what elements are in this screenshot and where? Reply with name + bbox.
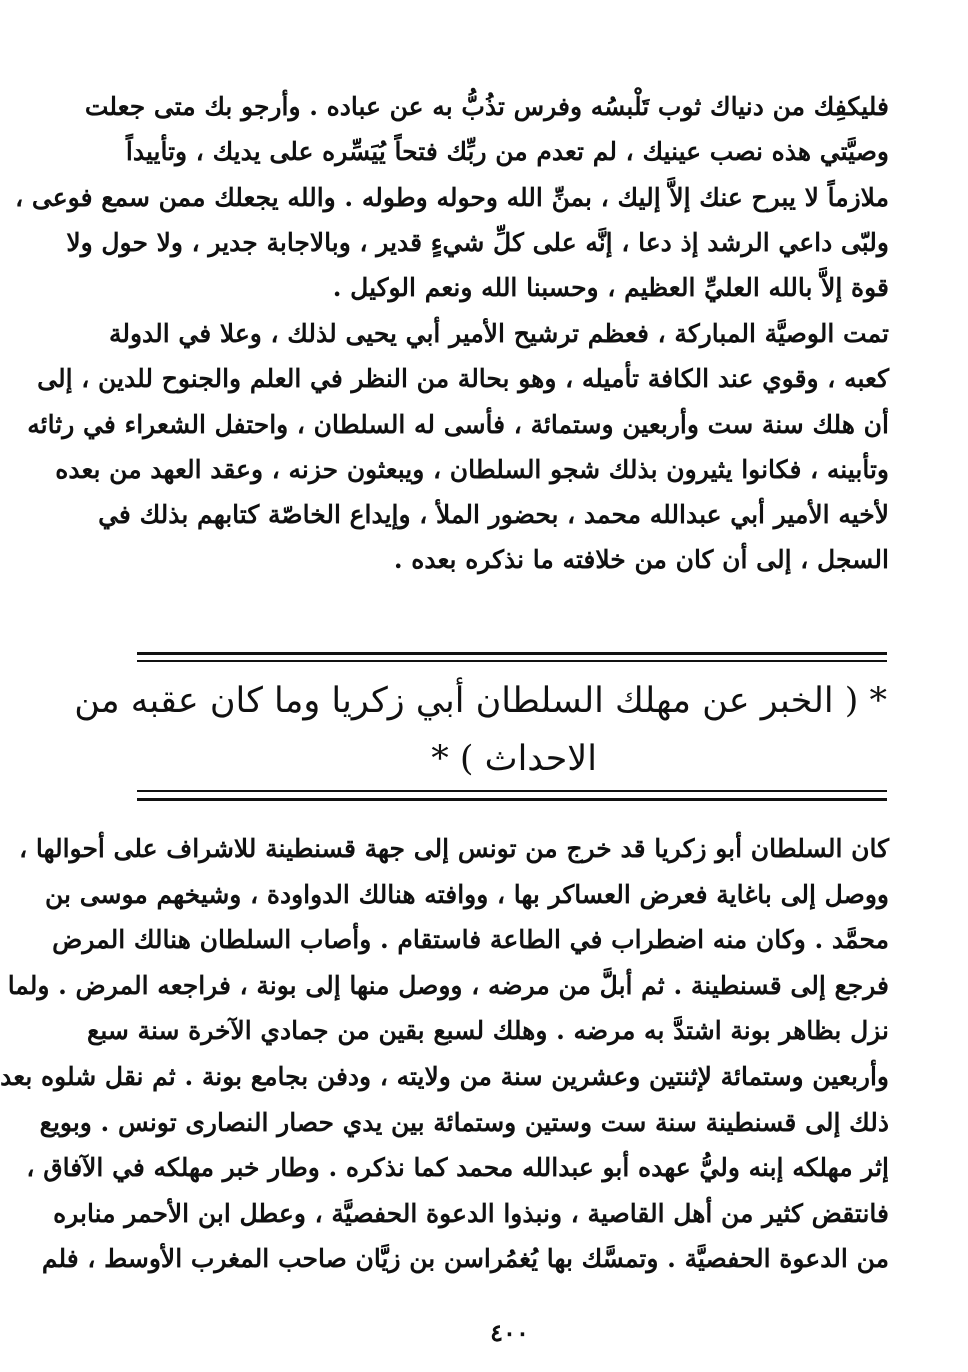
text-line: أن هلك سنة ست وأربعين وستمائة ، فأسى له السلطان ، واحتفل الشعراء في رثائه: [27, 409, 889, 439]
heading-rule-bottom-inner: [137, 790, 887, 792]
text-line: وصيَّتي هذه نصب عينيك ، لم تعدم من ربِّك فتحاً يُيَسِّره على يديك ، وتأييداً: [125, 137, 889, 167]
section-heading: [74, 672, 887, 788]
text-line: لأخيه الأمير أبي عبدالله محمد ، بحضور الملأ ، وإيداع الخاصّة كتابهم بذلك في: [98, 500, 889, 530]
text-line: محمَّد . وكان منه اضطراب في الطاعة فاستقام . وأصاب السلطان هنالك المرض: [52, 925, 889, 955]
text-line: ذلك إلى قسنطينة سنة ست وستين وستمائة بين يدي حصار النصارى تونس . وبويع: [39, 1107, 889, 1137]
text-line: وأربعين وستمائة لإثنتين وعشرين سنة من ولايته ، ودفن بجامع بونة . ثم نقل شلوه بعد: [0, 1061, 889, 1091]
text-line: فرجع إلى قسنطينة . ثم أبلَّ من مرضه ، ووصل منها إلى بونة ، فراجعه المرض . ولما: [7, 970, 889, 1000]
text-line: ولبّى داعي الرشد إذ دعا ، إنَّه على كلِّ شيءٍ قدير ، وبالاجابة جدير ، ولا حول ولا: [66, 227, 889, 257]
text-line: من الدعوة الحفصيَّة . وتمسَّك بها يُغمُراسن بن زيَّان صاحب المغرب الأوسط ، فلم: [41, 1244, 889, 1274]
text-line: كان السلطان أبو زكريا قد خرج من تونس إلى جهة قسنطينة للاشراف على أحوالها ،: [19, 834, 889, 863]
paragraph-succession: [27, 311, 889, 583]
text-line: وتأبينه ، فكانوا يثيرون بذلك شجو السلطان ، ويبعثون حزنه ، وعقد العهد من بعده: [55, 454, 889, 484]
text-line: ملازماً لا يبرح عنك إلاَّ إليك ، بمنِّ الله وحوله وطوله . والله يجعلك ممن سمع فوعى ،: [15, 182, 889, 212]
page-number: ٤٠٠: [490, 1318, 529, 1347]
section-heading-line: الاحداث ) *: [431, 739, 597, 779]
paragraph-testament-end: [15, 84, 889, 310]
text-line: كعبه ، وقوي عند الكافة تأميله ، وهو بحالة من النظر في العلم والجنوح للدين ، إلى: [37, 364, 889, 394]
text-line: قوة إلاَّ بالله العليِّ العظيم ، وحسبنا الله ونعم الوكيل .: [332, 273, 889, 303]
text-line: نزل بظاهر بونة اشتدَّ به مرضه . وهلك لسبع بقين من جمادي الآخرة سنة سبع: [87, 1016, 889, 1046]
text-line: السجل ، إلى أن كان من خلافته ما نذكره بعده .: [393, 545, 889, 575]
heading-rule-top-inner: [137, 660, 887, 662]
text-line: إثر مهلكه إبنه وليُّ عهده أبو عبدالله محمد كما نذكره . وطار خبر مهلكه في الآفاق ،: [26, 1153, 889, 1183]
section-heading-line: * ( الخبر عن مهلك السلطان أبي زكريا وما كان عقبه من: [74, 681, 887, 721]
heading-rule-bottom: [137, 798, 887, 801]
text-line: فليكفِك من دنياك ثوب تَلْبسُه وفرس تذُبُّ به عن عباده . وأرجو بك متى جعلت: [84, 92, 889, 121]
text-line: ووصل إلى باغاية فعرض العساكر بها ، ووافته هنالك الدواودة ، وشيخهم موسى بن: [45, 879, 889, 909]
heading-rule-top: [137, 652, 887, 655]
paragraph-death-of-sultan: [0, 826, 889, 1282]
text-line: فانتقض كثير من أهل القاصية ، ونبذوا الدعوة الحفصيَّة ، وعطل ابن الأحمر منابره: [53, 1198, 889, 1228]
text-line: تمت الوصيَّة المباركة ، فعظم ترشيح الأمير أبي يحيى لذلك ، وعلا في الدولة: [108, 319, 889, 348]
